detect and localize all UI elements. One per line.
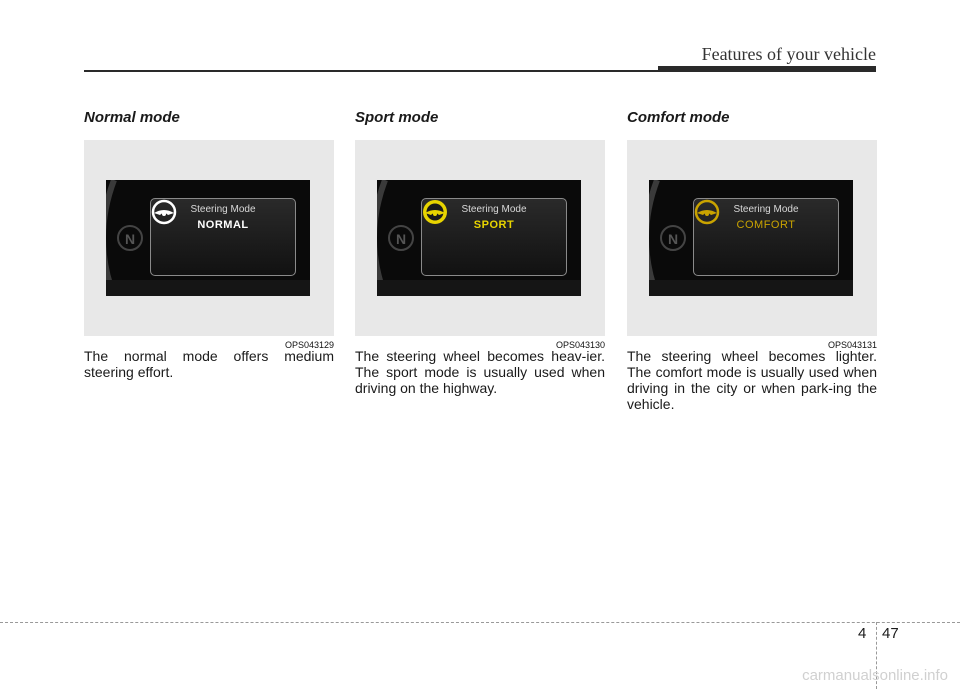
steering-wheel-icon xyxy=(151,199,177,225)
page-number: 47 xyxy=(882,625,899,642)
section-description: The steering wheel becomes heav-ier. The sport mode is usually used when driving on the highway. xyxy=(355,348,605,396)
steering-mode-figure xyxy=(627,140,877,350)
steering-wheel-icon xyxy=(694,199,720,225)
panel-label: Steering Mode xyxy=(190,204,256,215)
cluster-display xyxy=(377,180,581,296)
panel-label: Steering Mode xyxy=(461,204,527,215)
svg-text:N: N xyxy=(668,231,679,247)
figure-code: OPS043130 xyxy=(555,340,605,350)
section-description: The normal mode offers medium steering effort. xyxy=(84,348,334,380)
figure-code: OPS043131 xyxy=(827,340,877,350)
cluster-display xyxy=(106,180,310,296)
mode-indicator: SPORT xyxy=(473,219,515,231)
svg-text:N: N xyxy=(125,231,136,247)
watermark: carmanualsonline.info xyxy=(802,667,948,684)
page-header-title: Features of your vehicle xyxy=(701,44,876,64)
steering-wheel-icon xyxy=(422,199,448,225)
svg-text:N: N xyxy=(396,231,407,247)
footer-rule xyxy=(0,622,960,623)
figure-code: OPS043129 xyxy=(284,340,334,350)
section-comfort-mode xyxy=(627,108,877,412)
section-description: The steering wheel becomes lighter. The comfort mode is usually used when driving in the city or when park-ing the vehicle. xyxy=(627,348,877,412)
panel-label: Steering Mode xyxy=(733,204,799,215)
steering-mode-panel xyxy=(693,198,839,276)
steering-mode-panel xyxy=(150,198,296,276)
section-normal-mode xyxy=(84,108,334,380)
header-rule-accent xyxy=(658,66,876,72)
cluster-display xyxy=(649,180,853,296)
steering-mode-panel xyxy=(421,198,567,276)
mode-indicator: COMFORT xyxy=(736,219,796,231)
section-title: Normal mode xyxy=(84,109,180,126)
section-title: Sport mode xyxy=(355,109,439,126)
mode-indicator: NORMAL xyxy=(197,219,249,231)
section-title: Comfort mode xyxy=(627,109,730,126)
section-sport-mode xyxy=(355,108,605,396)
chapter-number: 4 xyxy=(858,625,867,642)
steering-mode-figure xyxy=(84,140,334,350)
steering-mode-figure xyxy=(355,140,605,350)
